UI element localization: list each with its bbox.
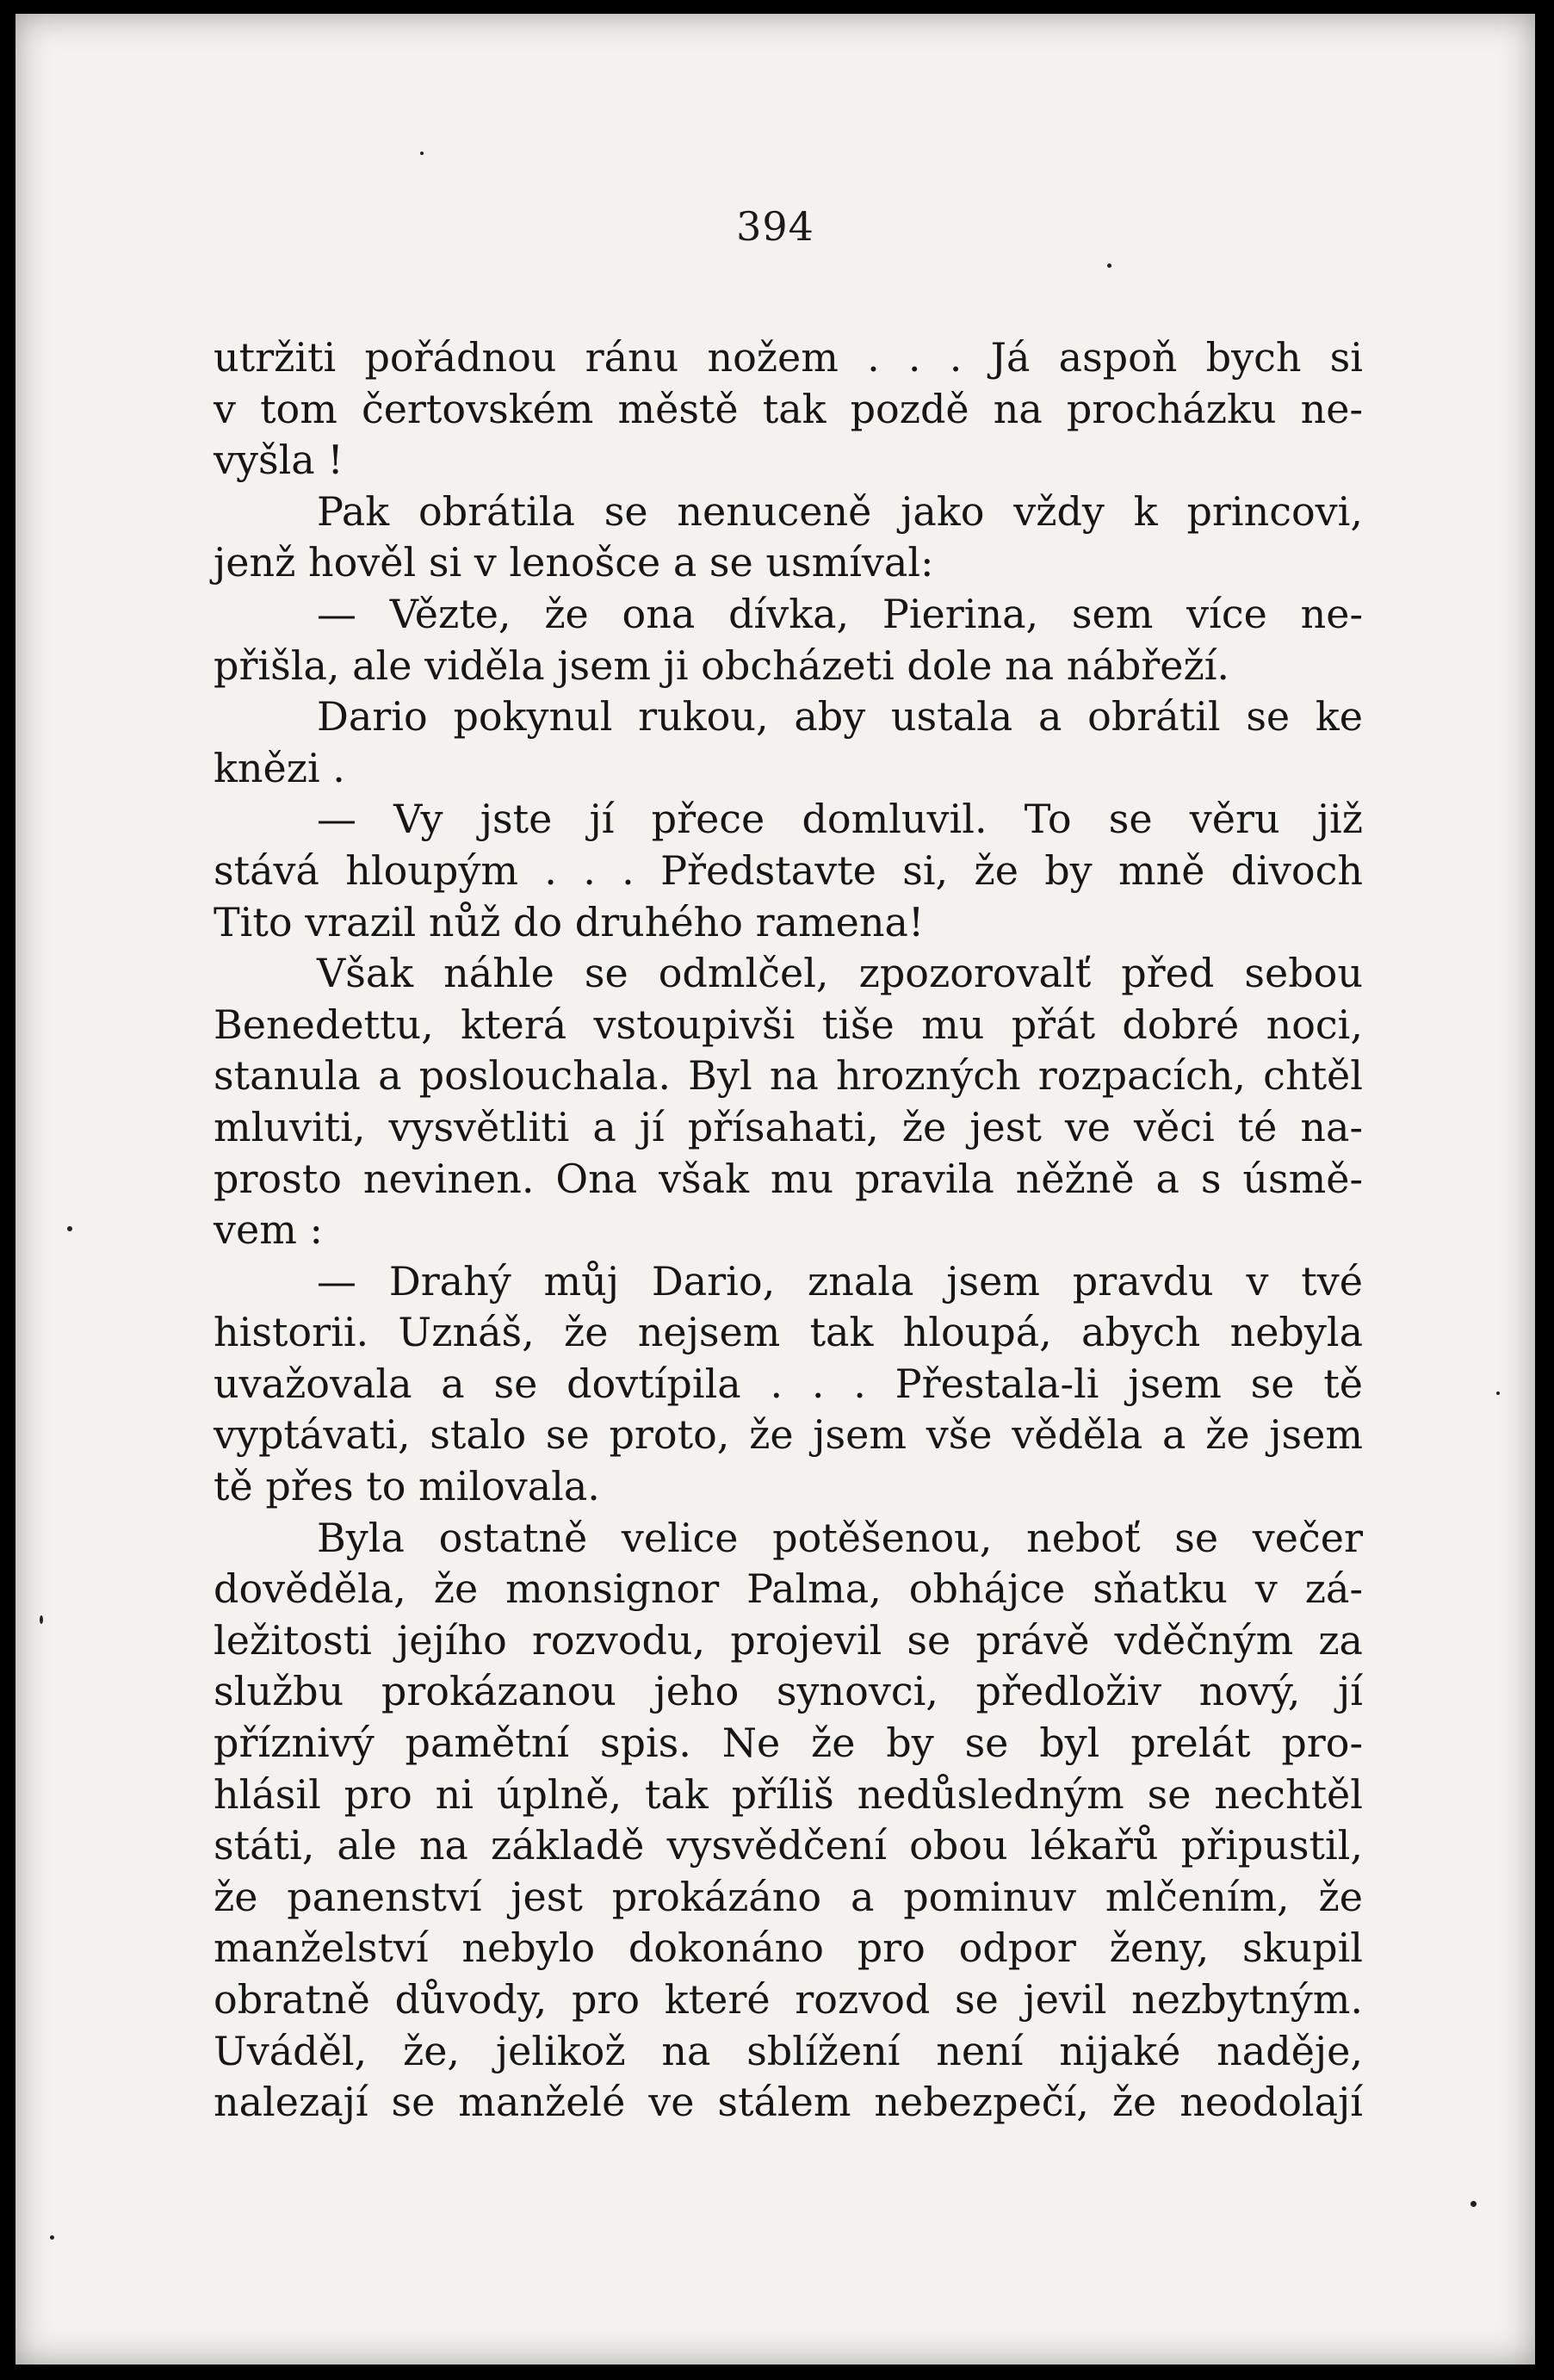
text-line: stanula a poslouchala. Byl na hrozných rozpacích, chtěl bbox=[214, 1052, 1363, 1100]
text-line: státi, ale na základě vysvědčení obou lékařů připustil, bbox=[214, 1822, 1363, 1869]
text-line: vem : bbox=[214, 1206, 323, 1254]
text-line: dověděla, že monsignor Palma, obhájce sňatku v zá- bbox=[214, 1565, 1363, 1613]
text-line: utržiti pořádnou ránu nožem . . . Já aspoň bych si bbox=[214, 334, 1363, 381]
text-line: příznivý pamětní spis. Ne že by se byl prelát pro- bbox=[214, 1720, 1363, 1767]
text-line: vyptávati, stalo se proto, že jsem vše věděla a že jsem bbox=[214, 1411, 1363, 1459]
text-line: službu prokázanou jeho synovci, předloživ nový, jí bbox=[214, 1668, 1363, 1715]
text-line: ležitosti jejího rozvodu, projevil se právě vděčným za bbox=[214, 1616, 1363, 1664]
text-line: tě přes to milovala. bbox=[214, 1463, 600, 1510]
text-line: Pak obrátila se nenuceně jako vždy k princovi, bbox=[317, 487, 1363, 535]
text-line: Dario pokynul rukou, aby ustala a obrátil se ke bbox=[317, 693, 1363, 741]
text-line: Uváděl, že, jelikož na sblížení není nijaké naděje, bbox=[214, 2027, 1363, 2074]
text-line: hlásil pro ni úplně, tak příliš nedůsledným se nechtěl bbox=[214, 1770, 1363, 1818]
text-line: mluviti, vysvětliti a jí přísahati, že jest ve věci té na- bbox=[214, 1103, 1363, 1150]
text-line: vyšla ! bbox=[214, 437, 344, 484]
text-line: že panenství jest prokázáno a pominuv mlčením, že bbox=[214, 1873, 1363, 1920]
text-line: manželství nebylo dokonáno pro odpor ženy, skupil bbox=[214, 1924, 1363, 1972]
body-text bbox=[214, 332, 1363, 2129]
text-line: jenž hověl si v lenošce a se usmíval: bbox=[214, 539, 934, 586]
text-line: uvažovala a se dovtípila . . . Přestala-li jsem se tě bbox=[214, 1360, 1363, 1407]
book-page bbox=[15, 14, 1535, 2365]
text-line: Benedettu, která vstoupivši tiše mu přát dobré noci, bbox=[214, 1001, 1363, 1048]
text-line: stává hloupým . . . Představte si, že by mně divoch bbox=[214, 846, 1363, 894]
text-line: — Vy jste jí přece domluvil. To se věru již bbox=[317, 796, 1363, 843]
text-line: Byla ostatně velice potěšenou, neboť se večer bbox=[317, 1514, 1363, 1561]
text-line: — Vězte, že ona dívka, Pierina, sem více ne- bbox=[317, 590, 1363, 637]
text-line: v tom čertovském městě tak pozdě na procházku ne- bbox=[214, 385, 1363, 432]
text-line: knězi . bbox=[214, 744, 345, 791]
text-line: Tito vrazil nůž do druhého ramena! bbox=[214, 898, 925, 945]
text-line: Však náhle se odmlčel, zpozorovalť před sebou bbox=[317, 950, 1363, 997]
text-line: historii. Uznáš, že nejsem tak hloupá, abych nebyla bbox=[214, 1309, 1363, 1356]
text-line: prosto nevinen. Ona však mu pravila něžně a s úsmě- bbox=[214, 1155, 1363, 1202]
page-number: 394 bbox=[736, 203, 814, 250]
text-line: nalezají se manželé ve stálem nebezpečí, že neodolají bbox=[214, 2079, 1363, 2126]
text-line: — Drahý můj Dario, znala jsem pravdu v tvé bbox=[317, 1257, 1363, 1305]
text-line: přišla, ale viděla jsem ji obcházeti dole na nábřeží. bbox=[214, 641, 1230, 689]
text-line: obratně důvody, pro které rozvod se jevil nezbytným. bbox=[214, 1976, 1363, 2023]
